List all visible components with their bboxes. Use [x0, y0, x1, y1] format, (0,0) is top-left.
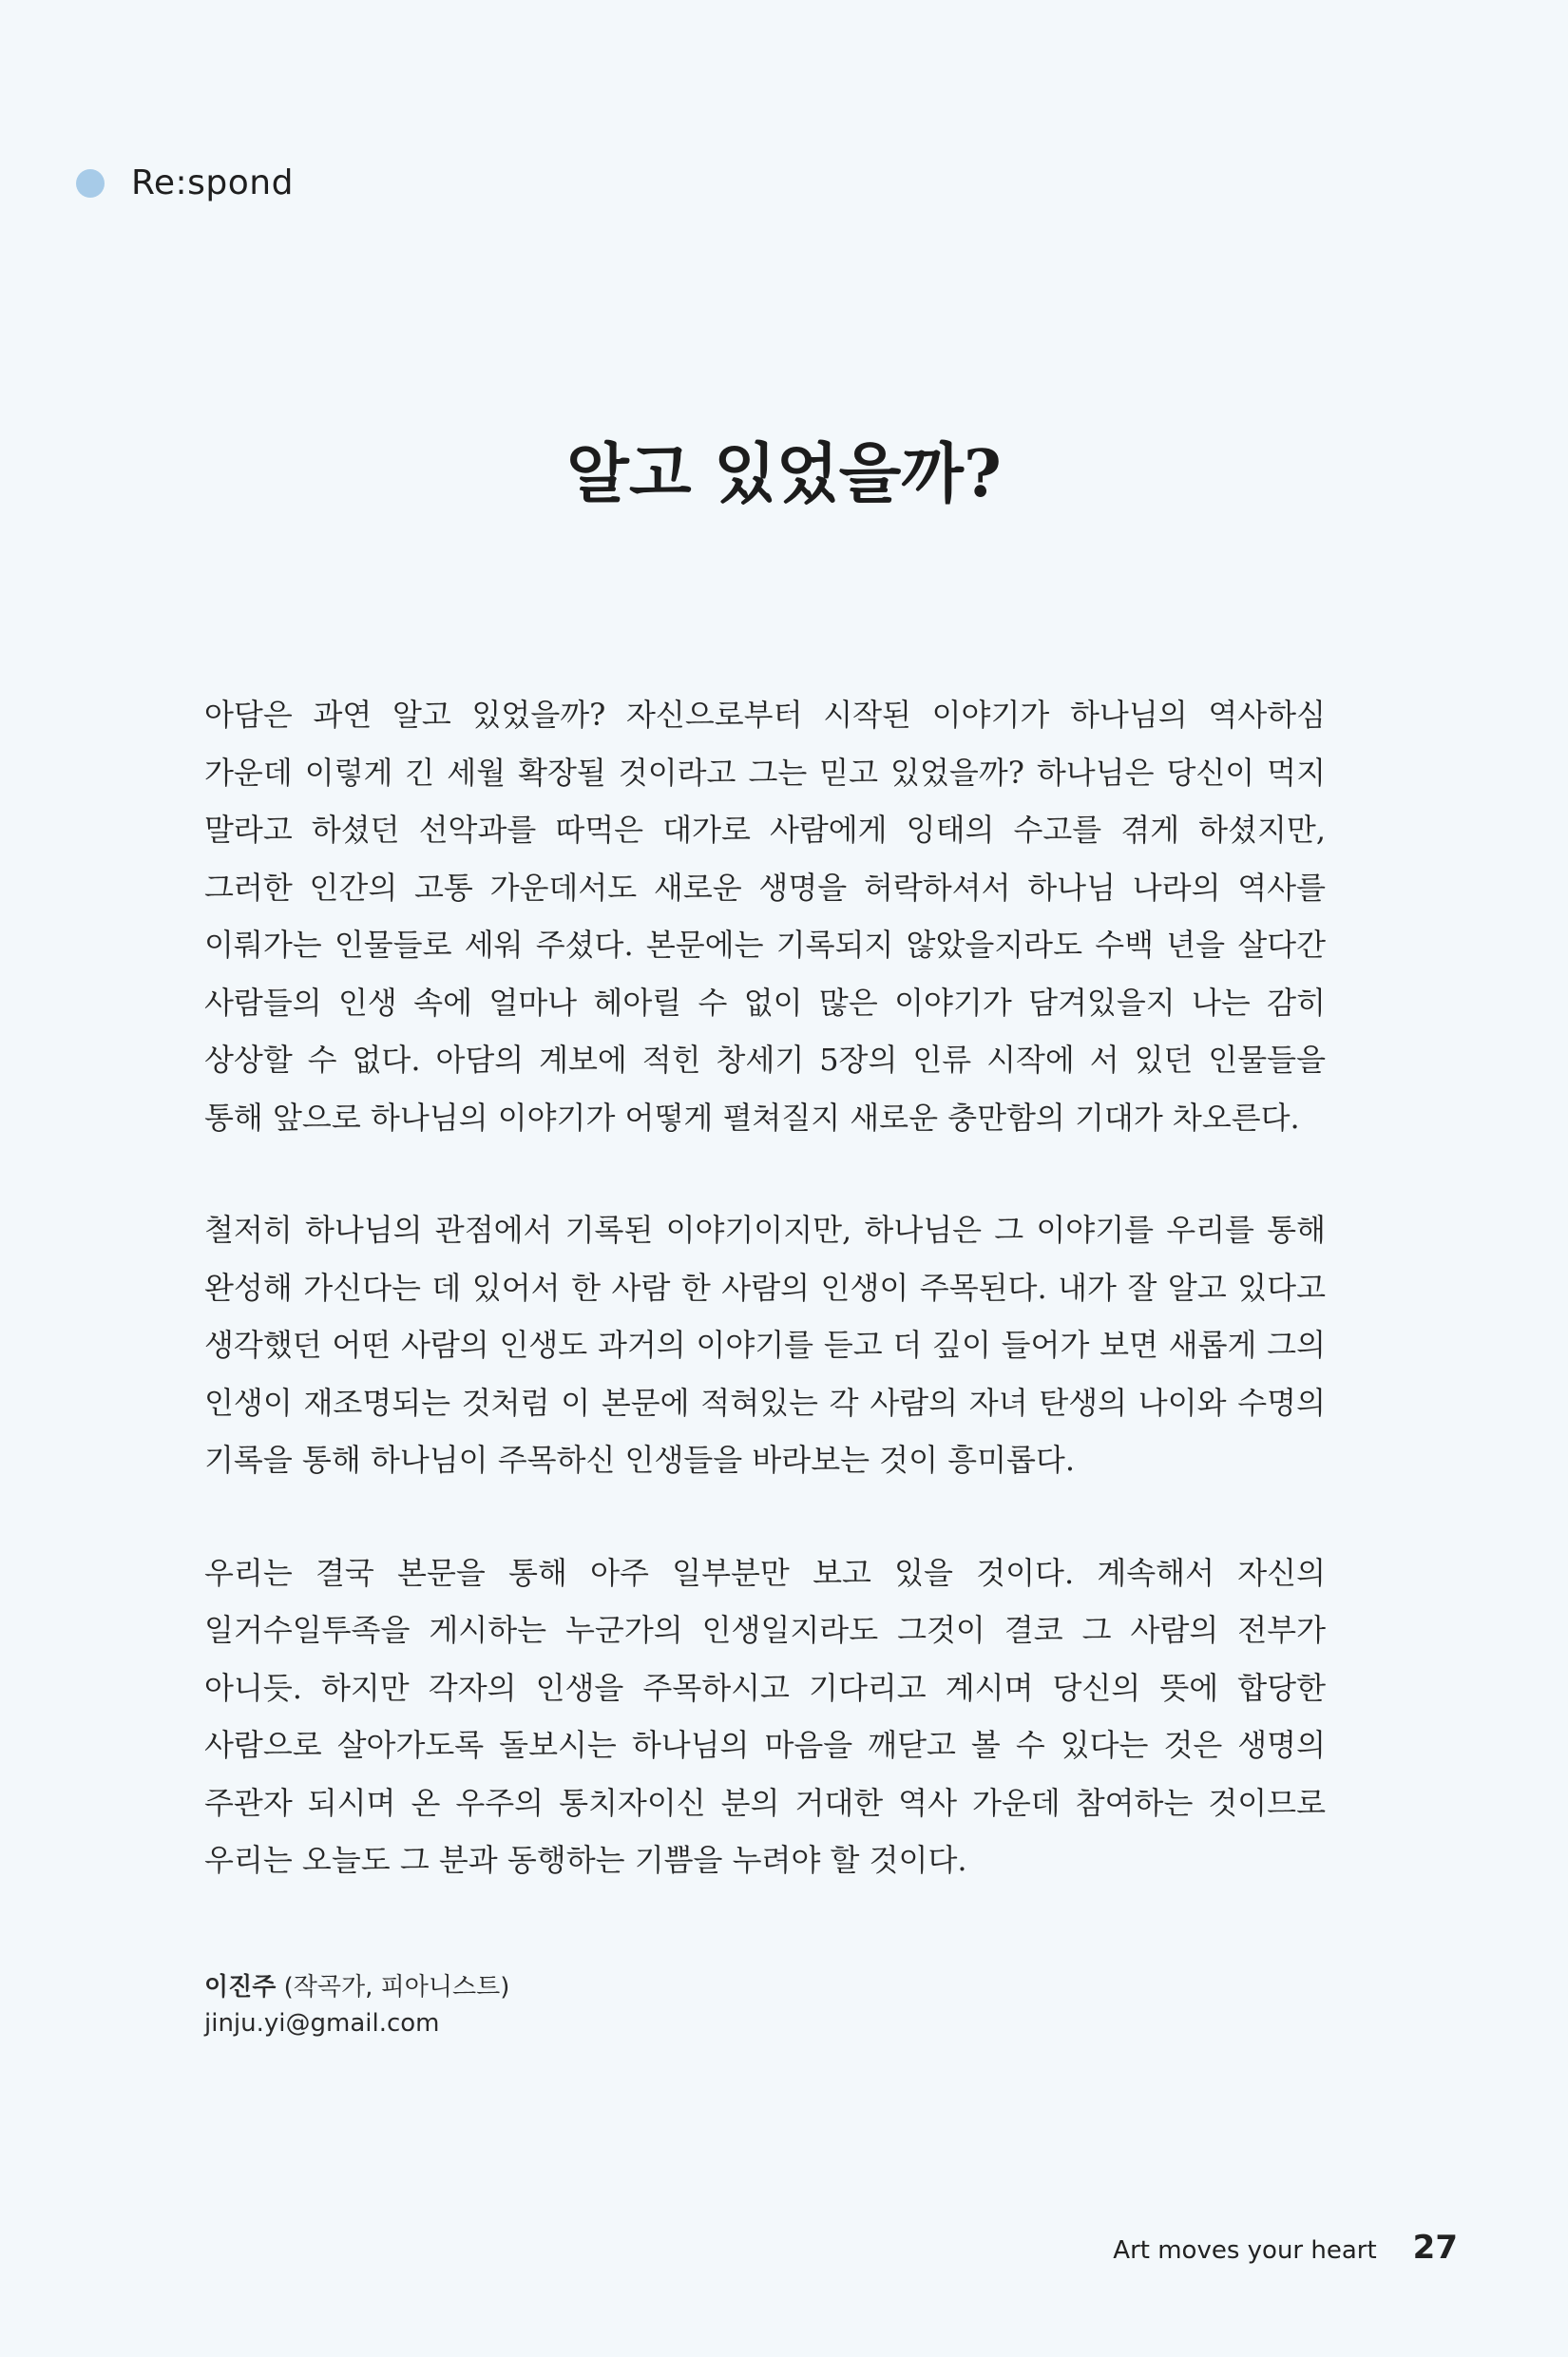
- author-email: jinju.yi@gmail.com: [204, 2009, 440, 2038]
- section-label: Re:spond: [131, 163, 294, 202]
- article-body: [204, 686, 1326, 1945]
- footer-tagline: Art moves your heart: [1113, 2236, 1377, 2265]
- paragraph-2: 철저히 하나님의 관점에서 기록된 이야기이지만, 하나님은 그 이야기를 우리를 통해 완성해 가신다는 데 있어서 한 사람 한 사람의 인생이 주목된다. 내가 잘 알고 있다고 생각했던 어떤 사람의 인생도 과거의 이야기를 듣고 더 깊이 들어가 보면 새롭게 그의 인생이 재조명되는 것처럼 이 본문에 적혀있는 각 사람의 자녀 탄생의 나이와 수명의 기록을 통해 하나님이 주목하신 인생들을 바라보는 것이 흥미롭다.: [204, 1212, 1326, 1478]
- author-block: [204, 1969, 509, 2041]
- section-bullet-icon: [76, 169, 105, 198]
- paragraph-3: 우리는 결국 본문을 통해 아주 일부분만 보고 있을 것이다. 계속해서 자신의 일거수일투족을 게시하는 누군가의 인생일지라도 그것이 결코 그 사람의 전부가 아니듯. 하지만 각자의 인생을 주목하시고 기다리고 계시며 당신의 뜻에 합당한 사람으로 살아가도록 돌보시는 하나님의 마음을 깨닫고 볼 수 있다는 것은 생명의 주관자 되시며 온 우주의 통치자이신 분의 거대한 역사 가운데 참여하는 것이므로 우리는 오늘도 그 분과 동행하는 기쁨을 누려야 할 것이다.: [204, 1554, 1326, 1878]
- page-number: 27: [1412, 2229, 1458, 2267]
- author-line: [204, 1969, 509, 2005]
- page-footer: [1113, 2229, 1458, 2267]
- author-role: (작곡가, 피아니스트): [283, 1973, 510, 2002]
- paragraph-1: 아담은 과연 알고 있었을까? 자신으로부터 시작된 이야기가 하나님의 역사하심 가운데 이렇게 긴 세월 확장될 것이라고 그는 믿고 있었을까? 하나님은 당신이 먹지 말라고 하셨던 선악과를 따먹은 대가로 사람에게 잉태의 수고를 겪게 하셨지만, 그러한 인간의 고통 가운데서도 새로운 생명을 허락하셔서 하나님 나라의 역사를 이뤄가는 인물들로 세워 주셨다. 본문에는 기록되지 않았을지라도 수백 년을 살다간 사람들의 인생 속에 얼마나 헤아릴 수 없이 많은 이야기가 담겨있을지 나는 감히 상상할 수 없다. 아담의 계보에 적힌 창세기 5장의 인류 시작에 서 있던 인물들을 통해 앞으로 하나님의 이야기가 어떻게 펼쳐질지 새로운 충만함의 기대가 차오른다.: [204, 697, 1326, 1136]
- section-tag: [76, 163, 294, 202]
- article-title: 알고 있었을까?: [566, 436, 1002, 512]
- author-name: 이진주: [204, 1973, 277, 2002]
